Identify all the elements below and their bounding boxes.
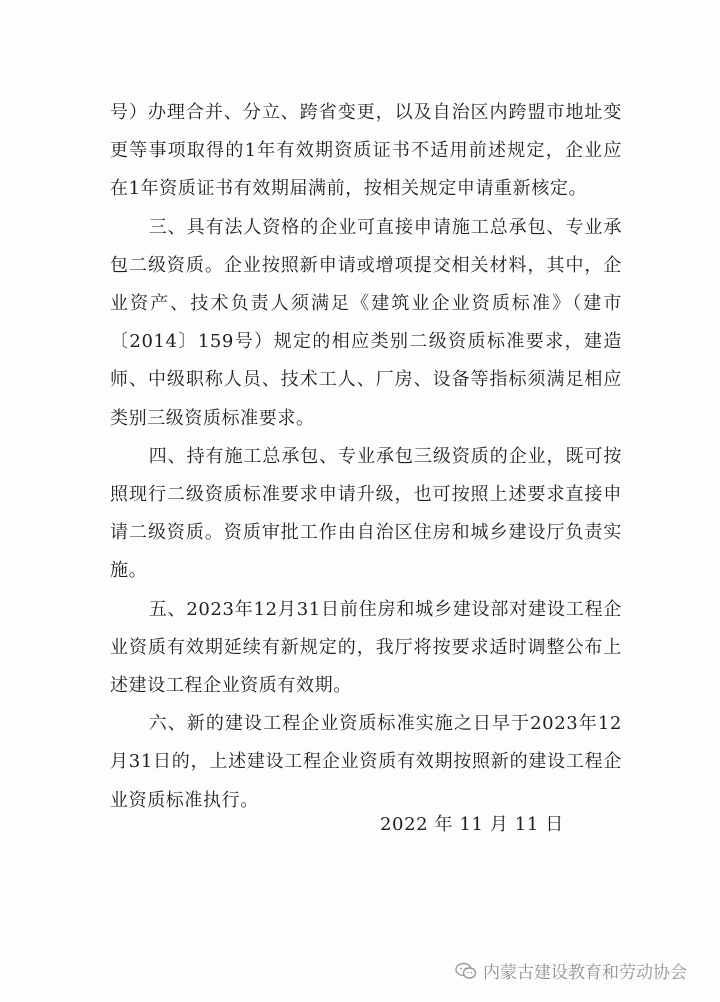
paragraph-item-six: 六、新的建设工程企业资质标准实施之日早于2023年12月31日的，上述建设工程企业资质有效期按照新的建设工程企业资质标准执行。: [110, 713, 622, 811]
watermark: [455, 958, 687, 983]
paragraph-item-five: 五、2023年12月31日前住房和城乡建设部对建设工程企业资质有效期延续有新规定的，我厅将按要求适时调整公布上述建设工程企业资质有效期。: [110, 598, 622, 697]
paragraph-item-four: 四、持有施工总承包、专业承包三级资质的企业，既可按照现行二级资质标准要求申请升级，也可按照上述要求直接申请二级资质。资质审批工作由自治区住房和城乡建设厅负责实施。: [110, 445, 622, 582]
paragraph-continuation: 号）办理合并、分立、跨省变更，以及自治区内跨盟市地址变更等事项取得的1年有效期资质证书不适用前述规定，企业应在1年资质证书有效期届满前，按相关规定申请重新核定。: [110, 102, 622, 200]
document-date: 2022 年 11 月 11 日: [380, 814, 564, 835]
document-body: [110, 94, 622, 820]
watermark-text: 内蒙古建设教育和劳动协会: [483, 963, 687, 983]
wechat-icon: [455, 962, 477, 980]
paragraph-item-three: 三、具有法人资格的企业可直接申请施工总承包、专业承包二级资质。企业按照新申请或增项提交相关材料，其中，企业资产、技术负责人须满足《建筑业企业资质标准》（建市〔2014〕159号）规定的相应类别二级资质标准要求，建造师、中级职称人员、技术工人、厂房、设备等指标须满足相应类别三级资质标准要求。: [110, 216, 622, 429]
